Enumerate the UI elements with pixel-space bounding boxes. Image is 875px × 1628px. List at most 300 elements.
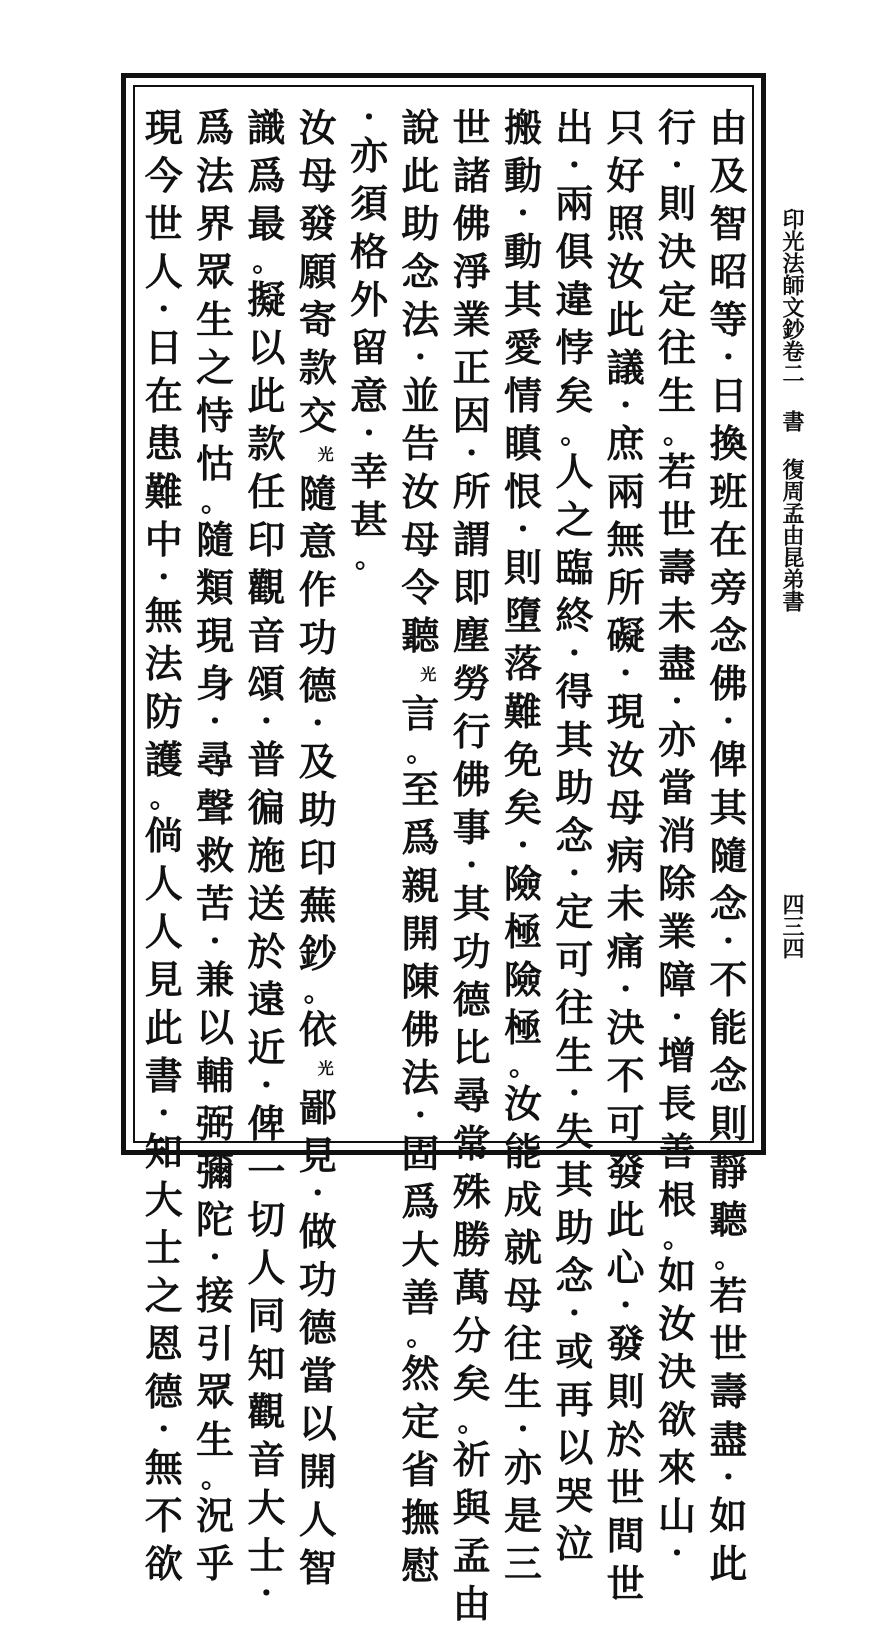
punctuation-mark: ・: [457, 437, 486, 470]
punctuation-mark: 。: [662, 417, 691, 450]
text-char: 祈: [452, 1437, 491, 1482]
text-char: 中: [144, 517, 183, 562]
text-char: 殊: [452, 1169, 491, 1214]
text-char: 則: [657, 181, 696, 226]
text-char: 其: [555, 717, 594, 762]
text-char: 以: [247, 325, 286, 370]
text-char: 防: [144, 689, 183, 734]
section-label: 書: [779, 410, 805, 432]
text-char: 矣: [452, 1361, 491, 1406]
punctuation-mark: 。: [714, 1241, 743, 1274]
text-char: 佛: [452, 757, 491, 802]
text-char: 護: [144, 737, 183, 782]
text-char: 現: [144, 105, 183, 150]
text-char: 念: [555, 1253, 594, 1298]
text-char: 遠: [247, 977, 286, 1022]
text-char: 同: [247, 1293, 286, 1338]
text-char: 生: [657, 373, 696, 418]
text-char: 世: [606, 1465, 645, 1510]
punctuation-mark: ・: [149, 1097, 178, 1130]
text-char: 是: [504, 1493, 543, 1538]
text-char: 其: [709, 785, 748, 830]
text-char: 萬: [452, 1265, 491, 1310]
text-char: 行: [452, 709, 491, 754]
text-char: 其: [555, 1157, 594, 1202]
text-char: 由: [709, 105, 748, 150]
text-char: 鈔: [298, 931, 337, 976]
text-char: 在: [144, 373, 183, 418]
punctuation-mark: 。: [406, 1319, 435, 1352]
text-char: 生: [196, 297, 235, 342]
text-char: 於: [606, 1417, 645, 1462]
text-char: 撫: [401, 1495, 440, 1540]
text-char: 則: [709, 1101, 748, 1146]
text-char: 能: [709, 1005, 748, 1050]
text-char: 極: [504, 1005, 543, 1050]
text-char: 盡: [657, 641, 696, 686]
text-char: 因: [452, 393, 491, 438]
text-char: 世: [657, 497, 696, 542]
text-char: 蕪: [298, 883, 337, 928]
text-char: 念: [709, 881, 748, 926]
text-char: 若: [709, 1273, 748, 1318]
text-char: 知: [247, 1341, 286, 1386]
interlinear-note-char: 光: [317, 445, 334, 464]
text-char: 於: [247, 929, 286, 974]
text-char: 及: [298, 739, 337, 784]
text-char: 發: [606, 1321, 645, 1366]
text-char: 定: [401, 1399, 440, 1444]
text-char: 輔: [196, 1053, 235, 1098]
text-char: 至: [401, 767, 440, 812]
punctuation-mark: ・: [714, 341, 743, 374]
text-char: 不: [709, 957, 748, 1002]
text-char: 切: [247, 1197, 286, 1242]
text-char: 靜: [709, 1149, 748, 1194]
text-char: 兼: [196, 957, 235, 1002]
text-char: 倘: [144, 813, 183, 858]
text-char: 爲: [401, 815, 440, 860]
text-char: 最: [247, 201, 286, 246]
text-char: 消: [657, 813, 696, 858]
text-char: 意: [350, 373, 389, 418]
punctuation-mark: ・: [560, 1077, 589, 1110]
text-char: 佛: [401, 1007, 440, 1052]
text-char: 違: [555, 277, 594, 322]
text-char: 世: [452, 105, 491, 150]
text-char: 法: [401, 297, 440, 342]
punctuation-mark: ・: [355, 417, 384, 450]
text-char: 款: [247, 421, 286, 466]
running-header: [775, 208, 809, 612]
text-char: 現: [606, 689, 645, 734]
text-char: 爲: [196, 105, 235, 150]
text-column: [241, 104, 292, 1610]
text-char: 類: [196, 565, 235, 610]
text-char: 或: [555, 1329, 594, 1374]
text-char: 塵: [452, 613, 491, 658]
punctuation-mark: ・: [714, 1461, 743, 1494]
punctuation-mark: ・: [611, 1289, 640, 1322]
text-char: 法: [196, 153, 235, 198]
text-char: 幸: [350, 449, 389, 494]
text-char: 能: [504, 1129, 543, 1174]
text-char: 落: [504, 641, 543, 686]
text-char: 謂: [452, 517, 491, 562]
punctuation-mark: 。: [406, 735, 435, 768]
text-column: [651, 104, 702, 1570]
text-char: 在: [709, 517, 748, 562]
text-char: 孟: [452, 1533, 491, 1578]
text-char: 所: [452, 469, 491, 514]
text-char: 臨: [555, 545, 594, 590]
text-char: 俾: [247, 1101, 286, 1146]
text-char: 所: [606, 565, 645, 610]
text-char: 以: [555, 1425, 594, 1470]
punctuation-mark: ・: [149, 1413, 178, 1446]
text-char: 可: [606, 1101, 645, 1146]
text-char: 助: [555, 1205, 594, 1250]
text-char: 引: [196, 1321, 235, 1366]
text-char: 墮: [504, 593, 543, 638]
text-char: 母: [606, 785, 645, 830]
text-char: 外: [350, 277, 389, 322]
text-char: 見: [298, 1133, 337, 1178]
text-char: 好: [606, 153, 645, 198]
text-char: 俱: [555, 229, 594, 274]
text-char: 昭: [709, 249, 748, 294]
text-char: 勞: [452, 661, 491, 706]
punctuation-mark: ・: [509, 829, 538, 862]
text-char: 若: [657, 449, 696, 494]
text-char: 除: [657, 861, 696, 906]
punctuation-mark: ・: [662, 1537, 691, 1570]
text-char: 不: [606, 1053, 645, 1098]
text-char: 印: [298, 835, 337, 880]
page-number: [775, 893, 809, 959]
text-char: 之: [196, 345, 235, 390]
text-char: 眾: [196, 249, 235, 294]
text-char: 界: [196, 201, 235, 246]
text-char: 日: [144, 325, 183, 370]
text-char: 日: [709, 373, 748, 418]
text-char: 增: [657, 1033, 696, 1078]
text-char: 終: [555, 593, 594, 638]
text-char: 今: [144, 153, 183, 198]
text-char: 勝: [452, 1217, 491, 1262]
text-char: 盡: [709, 1417, 748, 1462]
text-char: 聽: [709, 1197, 748, 1242]
punctuation-mark: 。: [662, 1221, 691, 1254]
text-char: 乎: [196, 1541, 235, 1586]
text-char: 陀: [196, 1197, 235, 1242]
letter-title: 復周孟由昆弟書: [779, 458, 805, 612]
text-char: 事: [452, 805, 491, 850]
text-char: 汝: [606, 249, 645, 294]
text-char: 三: [504, 1541, 543, 1586]
text-char: 法: [401, 1055, 440, 1100]
text-char: 決: [657, 1349, 696, 1394]
text-char: 依: [298, 1007, 337, 1052]
text-char: 佛: [709, 661, 748, 706]
text-char: 俾: [709, 737, 748, 782]
text-char: 根: [657, 1177, 696, 1222]
punctuation-mark: ・: [560, 1297, 589, 1330]
text-char: 人: [298, 1497, 337, 1542]
text-char: 大: [401, 1227, 440, 1272]
text-char: 就: [504, 1225, 543, 1270]
text-char: 庶: [606, 421, 645, 466]
text-char: 知: [144, 1129, 183, 1174]
text-char: 以: [298, 1401, 337, 1446]
text-char: 念: [709, 1053, 748, 1098]
punctuation-mark: ・: [509, 1413, 538, 1446]
text-char: 士: [247, 1533, 286, 1578]
text-char: 省: [401, 1447, 440, 1492]
text-char: 功: [298, 615, 337, 660]
text-char: 哭: [555, 1473, 594, 1518]
text-char: 人: [144, 861, 183, 906]
punctuation-mark: ・: [662, 685, 691, 718]
text-char: 識: [247, 105, 286, 150]
text-char: 觀: [247, 1389, 286, 1434]
text-char: 汝: [401, 469, 440, 514]
text-column: [189, 104, 240, 1586]
text-char: 施: [247, 833, 286, 878]
text-char: 行: [657, 105, 696, 150]
text-char: 常: [452, 1121, 491, 1166]
text-char: 尋: [452, 1073, 491, 1118]
text-char: 得: [555, 669, 594, 714]
text-char: 救: [196, 833, 235, 878]
text-char: 難: [144, 469, 183, 514]
text-char: 聲: [196, 785, 235, 830]
text-char: 人: [144, 909, 183, 954]
text-char: 往: [555, 985, 594, 1030]
book-title: 印光法師文鈔卷二: [779, 208, 805, 384]
text-char: 兩: [606, 469, 645, 514]
text-char: 寄: [298, 297, 337, 342]
text-char: 汝: [657, 1301, 696, 1346]
text-char: 苦: [196, 881, 235, 926]
text-char: 險: [504, 957, 543, 1002]
punctuation-mark: ・: [252, 705, 281, 738]
text-char: 款: [298, 345, 337, 390]
text-char: 未: [657, 593, 696, 638]
text-char: 正: [452, 345, 491, 390]
punctuation-mark: 。: [303, 975, 332, 1008]
text-char: 情: [504, 373, 543, 418]
text-char: 人: [247, 1245, 286, 1290]
text-char: 只: [606, 105, 645, 150]
punctuation-mark: ・: [560, 857, 589, 890]
text-char: 生: [504, 1369, 543, 1414]
text-char: 失: [555, 1109, 594, 1154]
text-char: 願: [298, 249, 337, 294]
text-char: 助: [555, 765, 594, 810]
interlinear-note-char: 光: [420, 665, 437, 684]
text-char: 智: [709, 201, 748, 246]
text-char: 及: [709, 153, 748, 198]
text-char: 開: [298, 1449, 337, 1494]
text-char: 一: [247, 1149, 286, 1194]
text-char: 況: [196, 1493, 235, 1538]
text-char: 愛: [504, 325, 543, 370]
text-column: [600, 104, 651, 1606]
punctuation-mark: ・: [252, 1577, 281, 1610]
text-char: 往: [504, 1321, 543, 1366]
text-column: [292, 104, 343, 1590]
text-char: 其: [452, 881, 491, 926]
text-char: 業: [452, 297, 491, 342]
text-body: [138, 101, 754, 1626]
text-char: 長: [657, 1081, 696, 1126]
text-char: 亦: [504, 1445, 543, 1490]
text-char: 壽: [657, 545, 696, 590]
text-char: 觀: [247, 565, 286, 610]
text-char: 眾: [196, 1369, 235, 1414]
text-char: 並: [401, 373, 440, 418]
page-number-text: 四三四: [779, 893, 805, 959]
text-char: 告: [401, 421, 440, 466]
text-char: 說: [401, 105, 440, 150]
text-char: 痛: [606, 929, 645, 974]
text-char: 助: [298, 787, 337, 832]
text-char: 母: [401, 517, 440, 562]
text-char: 照: [606, 201, 645, 246]
text-char: 議: [606, 345, 645, 390]
text-char: 即: [452, 565, 491, 610]
text-char: 矣: [504, 785, 543, 830]
punctuation-mark: 。: [201, 485, 230, 518]
punctuation-mark: ・: [611, 973, 640, 1006]
text-char: 無: [144, 1445, 183, 1490]
punctuation-mark: ・: [509, 197, 538, 230]
punctuation-mark: ・: [509, 513, 538, 546]
punctuation-mark: 。: [149, 781, 178, 814]
text-char: 生: [196, 1417, 235, 1462]
text-char: 發: [298, 201, 337, 246]
text-char: 助: [401, 201, 440, 246]
text-char: 開: [401, 911, 440, 956]
text-char: 業: [657, 909, 696, 954]
text-char: 見: [144, 957, 183, 1002]
text-char: 則: [504, 545, 543, 590]
text-char: 恩: [144, 1321, 183, 1366]
punctuation-mark: ・: [303, 707, 332, 740]
text-char: 怙: [196, 441, 235, 486]
text-char: 須: [350, 181, 389, 226]
text-char: 接: [196, 1273, 235, 1318]
text-char: 德: [298, 1305, 337, 1350]
text-char: 決: [657, 229, 696, 274]
text-char: 旁: [709, 565, 748, 610]
text-char: 恃: [196, 393, 235, 438]
punctuation-mark: ・: [611, 657, 640, 690]
text-char: 生: [555, 1033, 594, 1078]
text-char: 意: [298, 519, 337, 564]
text-char: 動: [504, 229, 543, 274]
punctuation-mark: ・: [201, 925, 230, 958]
text-char: 之: [144, 1273, 183, 1318]
text-char: 音: [247, 1437, 286, 1482]
text-char: 往: [657, 325, 696, 370]
punctuation-mark: 。: [201, 1461, 230, 1494]
text-char: 德: [452, 977, 491, 1022]
text-char: 無: [606, 517, 645, 562]
text-char: 出: [555, 105, 594, 150]
punctuation-mark: ・: [406, 1099, 435, 1132]
text-char: 礙: [606, 613, 645, 658]
punctuation-mark: ・: [662, 1001, 691, 1034]
text-char: 令: [401, 565, 440, 610]
text-char: 此: [606, 1197, 645, 1242]
text-char: 可: [555, 937, 594, 982]
text-char: 則: [606, 1369, 645, 1414]
text-char: 世: [709, 1321, 748, 1366]
text-char: 與: [452, 1485, 491, 1530]
text-char: 作: [298, 567, 337, 612]
punctuation-mark: ・: [714, 705, 743, 738]
text-char: 汝: [504, 1081, 543, 1126]
punctuation-mark: ・: [714, 925, 743, 958]
text-char: 心: [606, 1245, 645, 1290]
text-char: 由: [452, 1581, 491, 1626]
text-char: 甚: [350, 497, 389, 542]
text-char: 病: [606, 833, 645, 878]
text-char: 如: [657, 1253, 696, 1298]
text-column: [343, 101, 394, 1144]
text-column: [395, 104, 446, 1588]
punctuation-mark: ・: [303, 1177, 332, 1210]
text-char: 當: [298, 1353, 337, 1398]
text-char: 頌: [247, 661, 286, 706]
text-char: 定: [657, 277, 696, 322]
text-char: 言: [401, 691, 440, 736]
text-char: 念: [401, 249, 440, 294]
text-char: 此: [144, 1005, 183, 1050]
text-char: 善: [401, 1275, 440, 1320]
text-char: 發: [606, 1149, 645, 1194]
text-char: 等: [709, 297, 748, 342]
text-char: 佛: [452, 201, 491, 246]
text-char: 欲: [657, 1397, 696, 1442]
text-char: 山: [657, 1493, 696, 1538]
text-char: 智: [298, 1545, 337, 1590]
text-char: 汝: [606, 737, 645, 782]
text-char: 念: [709, 613, 748, 658]
text-column: [549, 104, 600, 1566]
text-char: 慰: [401, 1543, 440, 1588]
text-char: 矣: [555, 373, 594, 418]
text-char: 書: [144, 1053, 183, 1098]
text-char: 善: [657, 1129, 696, 1174]
text-char: 法: [144, 641, 183, 686]
text-char: 人: [144, 249, 183, 294]
text-char: 世: [606, 1561, 645, 1606]
text-char: 德: [144, 1369, 183, 1414]
text-char: 固: [401, 1131, 440, 1176]
text-char: 現: [196, 613, 235, 658]
text-char: 悖: [555, 325, 594, 370]
punctuation-mark: ・: [201, 1241, 230, 1274]
text-char: 爲: [401, 1179, 440, 1224]
text-char: 免: [504, 737, 543, 782]
text-char: 欲: [144, 1541, 183, 1586]
text-char: 隨: [709, 833, 748, 878]
text-char: 世: [144, 201, 183, 246]
punctuation-mark: ・: [406, 341, 435, 374]
